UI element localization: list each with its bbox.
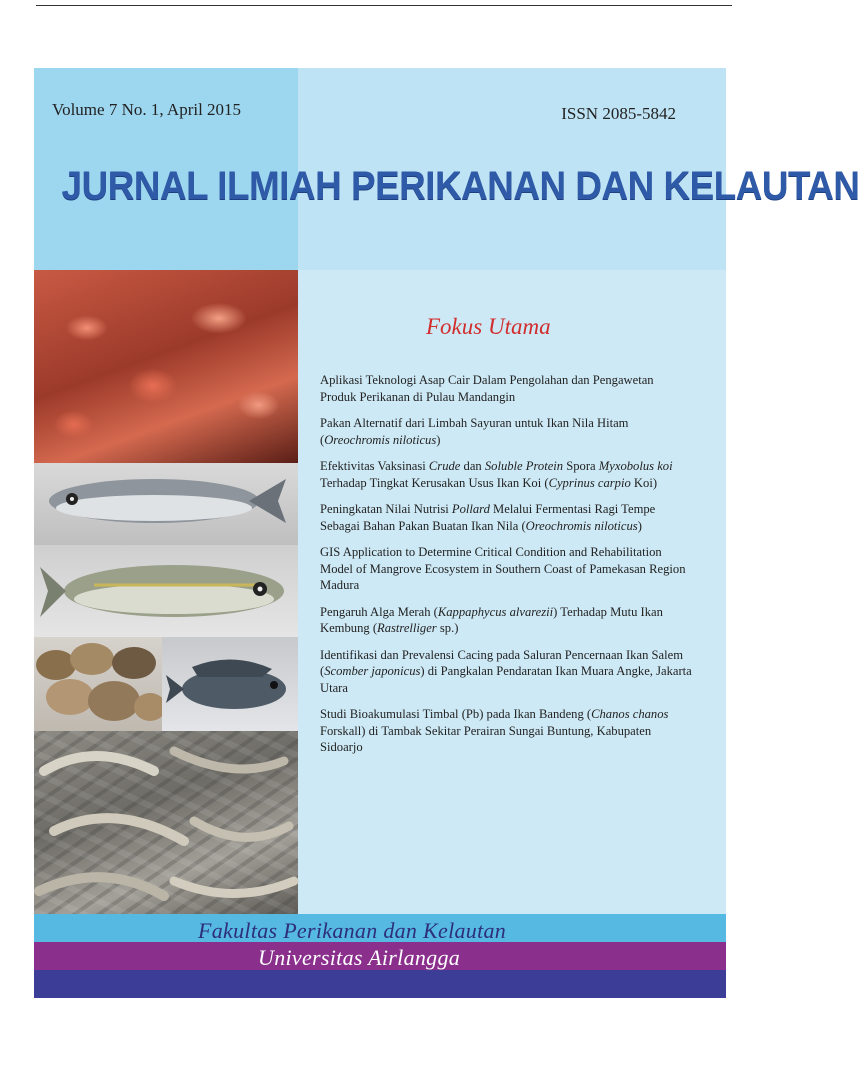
article-item [320, 604, 692, 637]
article-text: GIS Application to Determine Critical Condition and Rehabilitation Model of Mangrove Ecosystem in Southern Coast of Pamekasan Region Madura [320, 545, 686, 592]
article-text: Peningkatan Nilai Nutrisi [320, 502, 452, 516]
article-text: ) di Pangkalan Pendaratan Ikan Muara Angke, Jakarta Utara [320, 664, 692, 695]
article-text: ) [436, 432, 441, 447]
article-list [320, 372, 692, 766]
bottom-band [34, 970, 726, 998]
journal-cover [34, 68, 860, 998]
article-text: Studi Bioakumulasi Timbal (Pb) pada Ikan Bandeng ( [320, 707, 592, 721]
article-item [320, 706, 692, 756]
article-text: ) [637, 518, 642, 533]
focus-heading: Fokus Utama [426, 314, 551, 339]
article-italic-text: Chanos chanos [591, 707, 669, 721]
photo-column [34, 270, 298, 914]
top-rule [36, 5, 732, 6]
issn-number: ISSN 2085-5842 [561, 104, 676, 123]
red-seaweed-photo [34, 270, 298, 463]
faculty-name: Fakultas Perikanan dan Kelautan [198, 918, 507, 943]
article-italic-text: Pollard [451, 502, 490, 516]
article-item [320, 544, 692, 594]
article-text: Koi) [630, 475, 658, 490]
scad-fish-photo [34, 545, 298, 637]
article-text: Melalui Fermentasi Ragi Tempe Sebagai Bahan Pakan Buatan Ikan Nila ( [320, 502, 656, 533]
article-text: sp.) [436, 621, 459, 635]
shrimp-photo [34, 731, 298, 914]
article-text: Identifikasi dan Prevalensi Cacing pada Saluran Pencernaan Ikan Salem ( [320, 647, 683, 678]
article-text: Pengaruh Alga Merah ( [320, 604, 438, 619]
article-italic-text: Myxobolus koi [598, 459, 673, 473]
article-italic-text: Kappaphycus alvarezii [437, 604, 554, 619]
article-text: Efektivitas Vaksinasi [320, 459, 429, 473]
article-item [320, 458, 692, 491]
mackerel-photo [34, 463, 298, 545]
article-italic-text: Scomber japonicus [324, 664, 421, 678]
article-italic-text: Oreochromis niloticus [324, 432, 437, 447]
article-item [320, 415, 692, 448]
article-italic-text: Soluble Protein [484, 459, 564, 473]
clams-photo [34, 637, 162, 731]
article-italic-text: Crude [428, 459, 461, 473]
article-text: Pakan Alternatif dari Limbah Sayuran untuk Ikan Nila Hitam ( [320, 416, 629, 447]
article-item [320, 372, 692, 405]
tilapia-photo [162, 637, 298, 731]
volume-info: Volume 7 No. 1, April 2015 [52, 100, 242, 119]
article-text: Spora [563, 459, 599, 473]
article-item [320, 501, 692, 534]
article-italic-text: Oreochromis niloticus [525, 518, 638, 533]
article-text: Forskall) di Tambak Sekitar Perairan Sungai Buntung, Kabupaten Sidoarjo [320, 723, 652, 754]
journal-title: JURNAL ILMIAH PERIKANAN DAN KELAUTAN [61, 164, 860, 208]
article-text: dan [460, 459, 485, 473]
article-text: Aplikasi Teknologi Asap Cair Dalam Pengolahan dan Pengawetan Produk Perikanan di Pulau Mandangin [320, 373, 654, 404]
article-italic-text: Cyprinus carpio [548, 475, 631, 490]
university-name: Universitas Airlangga [258, 945, 461, 970]
article-text: ) Terhadap Mutu Ikan Kembung ( [320, 604, 663, 635]
article-text: Terhadap Tingkat Kerusakan Usus Ikan Koi ( [320, 475, 549, 490]
article-italic-text: Rastrelliger [377, 621, 437, 635]
article-item [320, 647, 692, 697]
